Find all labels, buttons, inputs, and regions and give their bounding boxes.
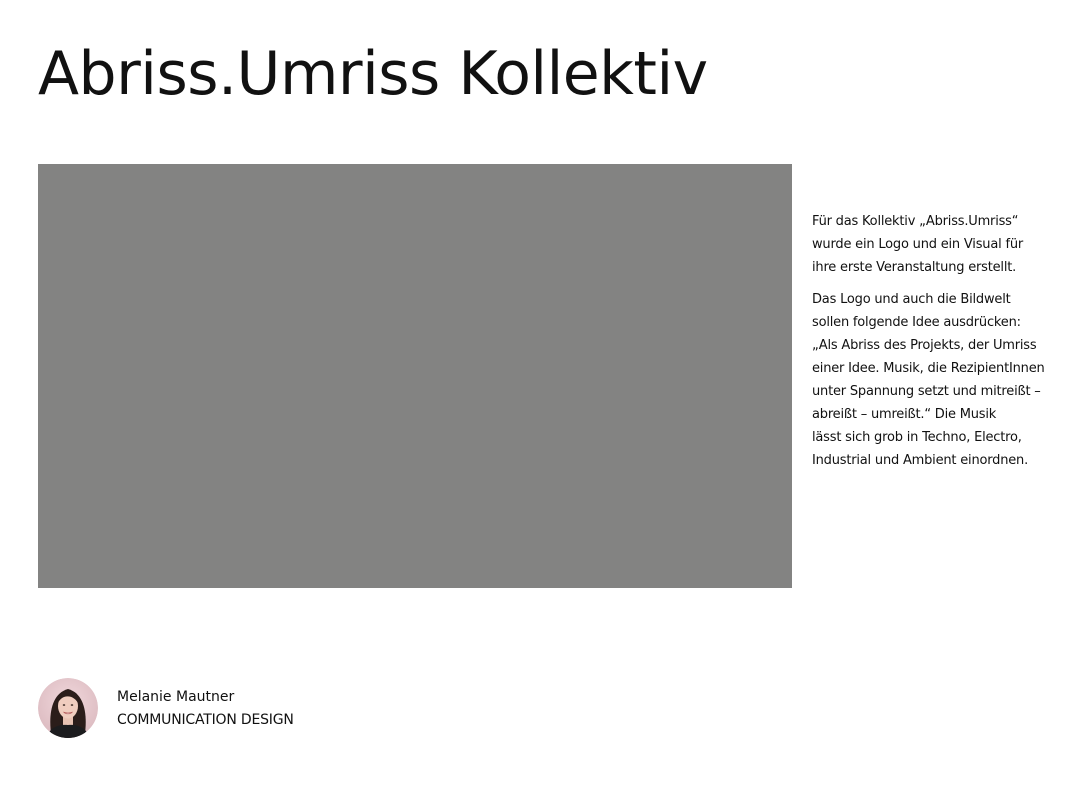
description-line: abreißt – umreißt.“ Die Musik bbox=[812, 407, 997, 422]
hero-image bbox=[38, 164, 792, 588]
description-paragraph-1 bbox=[812, 210, 1074, 279]
description-line: ihre erste Veranstaltung erstellt. bbox=[812, 260, 1017, 275]
description-line: Das Logo und auch die Bildwelt bbox=[812, 292, 1011, 307]
description-line: wurde ein Logo und ein Visual für bbox=[812, 237, 1024, 252]
hero-image-placeholder bbox=[38, 164, 792, 588]
description-line: einer Idee. Musik, die RezipientInnen bbox=[812, 361, 1045, 376]
avatar bbox=[38, 678, 98, 738]
description-line: „Als Abriss des Projekts, der Umriss bbox=[812, 338, 1037, 353]
description-line: sollen folgende Idee ausdrücken: bbox=[812, 315, 1021, 330]
author-role: COMMUNICATION DESIGN bbox=[117, 712, 294, 728]
page-title: Abriss.Umriss Kollektiv bbox=[38, 39, 708, 109]
description-line: Industrial und Ambient einordnen. bbox=[812, 453, 1029, 468]
description-line: lässt sich grob in Techno, Electro, bbox=[812, 430, 1022, 445]
description-line: unter Spannung setzt und mitreißt – bbox=[812, 384, 1041, 399]
description-paragraph-2 bbox=[812, 288, 1074, 472]
description-line: Für das Kollektiv „Abriss.Umriss“ bbox=[812, 214, 1019, 229]
project-description bbox=[812, 210, 1074, 472]
avatar-portrait-icon bbox=[38, 678, 98, 738]
author-name: Melanie Mautner bbox=[117, 689, 235, 705]
